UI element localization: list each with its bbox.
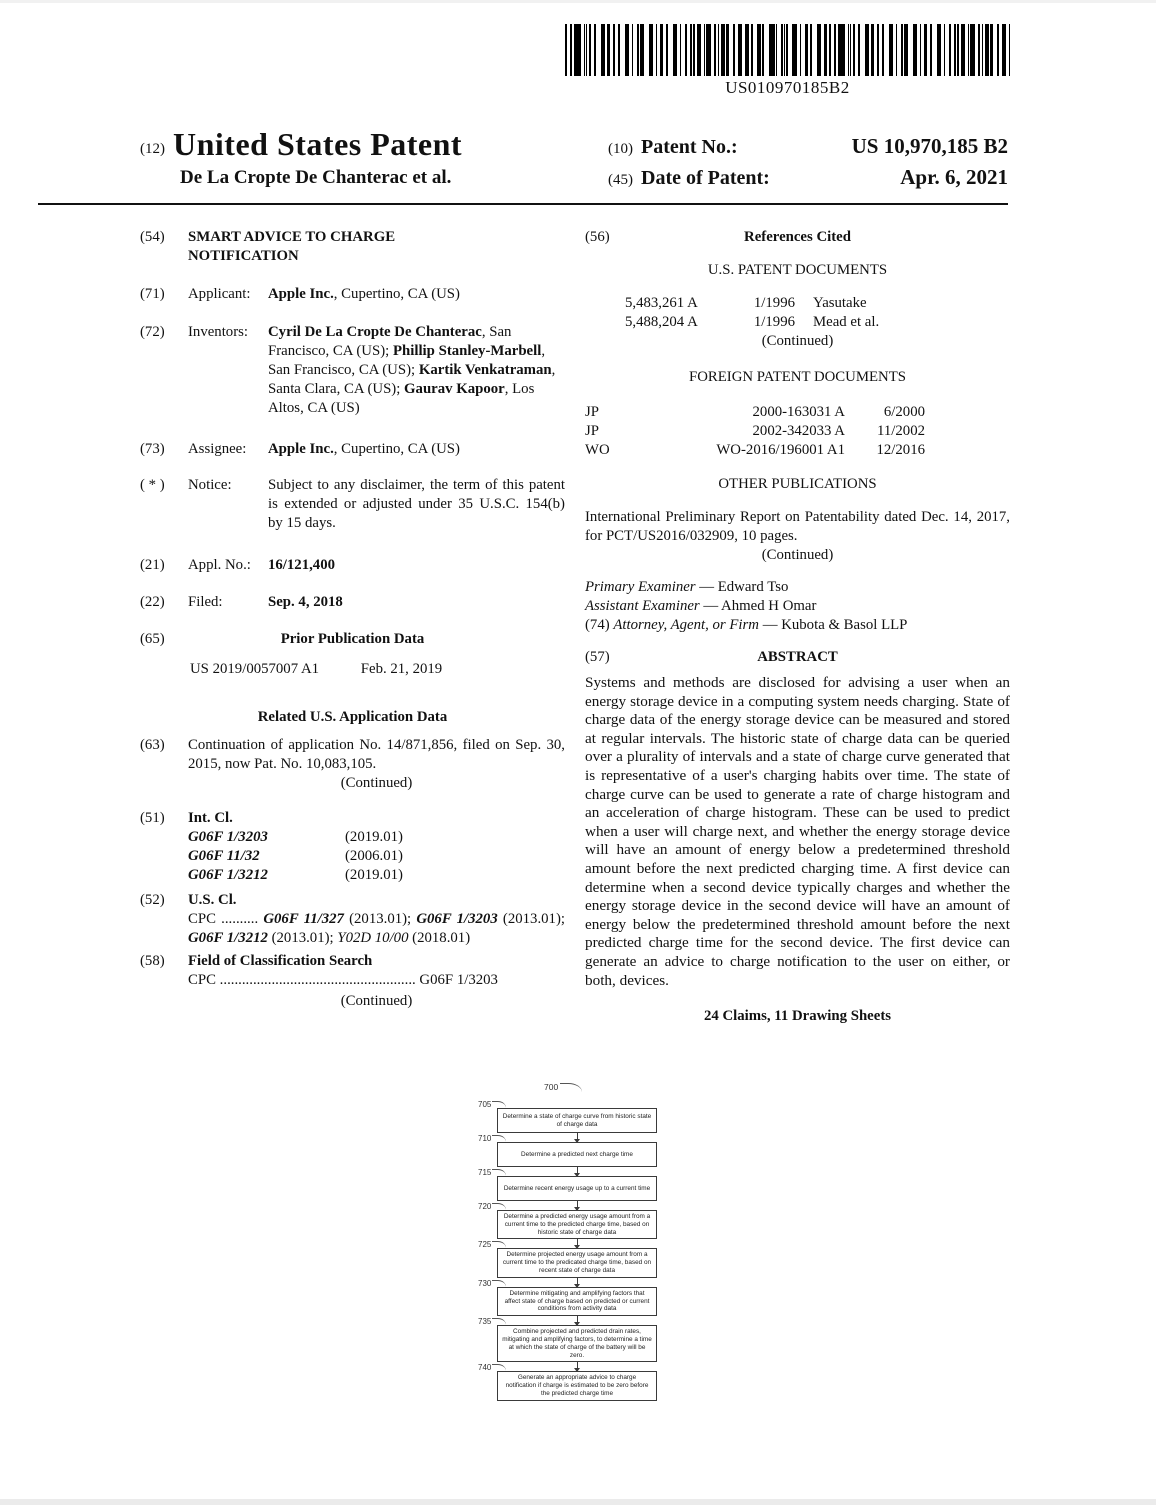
flowchart-step [478, 1134, 657, 1167]
flowchart-step [478, 1168, 657, 1201]
prior-publication-heading-row [140, 630, 565, 649]
step-box: Determine a predicted energy usage amount from a current time to the predicted charge time, based on historic state of charge data [497, 1210, 657, 1239]
continued-note: (Continued) [761, 333, 834, 349]
field-tag: (56) [585, 229, 610, 245]
leader-line [492, 1101, 506, 1108]
related-appl-heading: Related U.S. Application Data [257, 709, 448, 725]
cpc-version: (2013.01); [343, 911, 417, 927]
patent-ref-number: 5,483,261 A [625, 295, 698, 311]
field-tag: (65) [140, 631, 165, 647]
prior-publication-row [140, 660, 565, 679]
flowchart-step [478, 1202, 657, 1239]
applicant-location: , Cupertino, CA (US) [333, 286, 460, 302]
step-label [478, 1202, 506, 1211]
foreign-ref-date: 11/2002 [877, 423, 925, 439]
cpc-classification [140, 910, 565, 948]
field-51-int-cl [140, 809, 565, 885]
document-kind-title: United States Patent [173, 126, 463, 162]
foreign-ref-date: 6/2000 [883, 404, 925, 420]
header-divider [38, 203, 1008, 205]
left-column [140, 222, 565, 1011]
attorney-label: Attorney, Agent, or Firm [613, 617, 759, 633]
class-version: (2019.01) [345, 867, 403, 883]
figure-root-label [544, 1082, 704, 1096]
patent-ref-date: 1/1996 [753, 314, 795, 330]
field-54-title [140, 228, 565, 266]
step-number: 715 [478, 1168, 492, 1177]
primary-examiner-name: — Edward Tso [695, 579, 789, 595]
down-arrow-icon [577, 1167, 578, 1176]
field-tag: (63) [140, 737, 165, 753]
publication-date: Feb. 21, 2019 [360, 661, 443, 677]
abstract-heading: ABSTRACT [757, 649, 838, 665]
notice-text: Subject to any disclaimer, the term of this patent is extended or adjusted under 35 U.S.C. 154(b) by 15 days. [268, 477, 565, 531]
step-box: Determine a state of charge curve from historic state of charge data [497, 1108, 657, 1133]
barcode-number: US010970185B2 [725, 78, 850, 97]
title-line1: SMART ADVICE TO CHARGE [188, 229, 396, 245]
field-52-us-cl [140, 891, 565, 948]
step-box: Determine projected energy usage amount from a current time to the predicated charge time, based on recent state of charge data [497, 1248, 657, 1277]
int-cl-row [140, 866, 565, 885]
references-cited-heading: References Cited [744, 229, 851, 245]
patent-ref-name: Yasutake [813, 295, 867, 311]
down-arrow-icon [577, 1201, 578, 1210]
cpc-version: (2013.01); [497, 911, 565, 927]
notice-label: Notice: [188, 477, 232, 493]
field-search-label: Field of Classification Search [188, 953, 373, 969]
inventor-location: , Santa Clara, CA (US); [268, 362, 556, 397]
cpc-code: G06F 1/3203 [416, 911, 498, 927]
step-box: Combine projected and predicted drain rates, mitigating and amplifying factors, to determine a time at which the state of charge of the battery will be zero. [497, 1325, 657, 1362]
patent-ref-name: Mead et al. [813, 314, 880, 330]
cpc-code: G06F 1/3212 [188, 930, 268, 946]
appl-no-value: 16/121,400 [268, 557, 335, 573]
assistant-examiner-name: — Ahmed H Omar [699, 598, 817, 614]
table-row [585, 441, 1010, 460]
flowchart-step [478, 1278, 657, 1316]
us-cl-label: U.S. Cl. [188, 892, 237, 908]
leader-line [560, 1083, 582, 1092]
filed-label: Filed: [188, 594, 223, 610]
class-version: (2019.01) [345, 829, 403, 845]
other-publications-heading: OTHER PUBLICATIONS [718, 476, 877, 492]
inventor-name: Cyril De La Cropte De Chanterac [268, 324, 482, 340]
header-right [608, 134, 1008, 196]
patent-ref-number: 5,488,204 A [625, 314, 698, 330]
field-tag: (21) [140, 557, 165, 573]
flowchart-step [478, 1317, 657, 1362]
search-cpc-line: CPC ..................................................... G06F 1/3203 [188, 972, 498, 988]
inventor-name: Phillip Stanley-Marbell [392, 343, 542, 359]
us-patent-documents-table [585, 294, 1010, 351]
appl-no-label: Appl. No.: [188, 557, 251, 573]
cpc-version: (2013.01); [267, 930, 338, 946]
primary-examiner-label: Primary Examiner [585, 579, 696, 595]
us-patent-documents-heading: U.S. PATENT DOCUMENTS [707, 262, 888, 278]
cpc-lead: CPC .......... [188, 911, 264, 927]
country-code: WO [585, 442, 610, 458]
field-tag: (58) [140, 953, 165, 969]
figure-number: 700 [544, 1082, 559, 1092]
step-label [478, 1240, 506, 1249]
date-of-patent-label: Date of Patent: [641, 167, 770, 189]
table-row [585, 313, 1010, 332]
field-73-assignee [140, 440, 565, 459]
step-label [478, 1168, 506, 1177]
down-arrow-icon [577, 1316, 578, 1325]
field-tag: (22) [140, 594, 165, 610]
country-code: JP [585, 404, 599, 420]
primary-examiner-line [585, 578, 1010, 597]
title-line2: NOTIFICATION [188, 248, 299, 264]
down-arrow-icon [577, 1133, 578, 1142]
cpc-code: G06F 11/327 [263, 911, 344, 927]
assignee-value [268, 440, 565, 459]
continued-note: (Continued) [340, 775, 413, 791]
leader-line [492, 1203, 506, 1210]
barcode-block [565, 24, 1010, 98]
step-label [478, 1279, 506, 1288]
field-tag: (54) [140, 229, 165, 245]
page-bottom-edge [0, 1499, 1156, 1505]
patent-ref-date: 1/1996 [753, 295, 795, 311]
cpc-code: Y02D 10/00 [337, 930, 409, 946]
country-code: JP [585, 423, 599, 439]
field-tag: (72) [140, 324, 165, 340]
applicant-name: Apple Inc. [268, 286, 334, 302]
step-box: Determine recent energy usage up to a current time [497, 1176, 657, 1201]
step-number: 725 [478, 1240, 492, 1250]
field-22-filed [140, 593, 565, 612]
field-tag-12: (12) [140, 141, 165, 157]
step-label [478, 1363, 506, 1372]
assistant-examiner-line [585, 597, 1010, 616]
assistant-examiner-label: Assistant Examiner [585, 598, 700, 614]
flowchart-step [478, 1100, 657, 1133]
claims-drawing-sheets-line: 24 Claims, 11 Drawing Sheets [703, 1008, 892, 1025]
field-tag: (57) [585, 649, 610, 665]
step-box: Determine a predicted next charge time [497, 1142, 657, 1167]
class-code: G06F 1/3212 [188, 867, 268, 883]
attorney-name: — Kubota & Basol LLP [759, 617, 908, 633]
assignee-label: Assignee: [188, 441, 247, 457]
field-tag: (52) [140, 892, 165, 908]
cpc-version: (2018.01) [408, 930, 471, 946]
foreign-ref-number: 2000-163031 A [752, 404, 845, 420]
field-57-abstract [585, 648, 1010, 667]
field-tag: (71) [140, 286, 165, 302]
applicant-value [268, 285, 565, 304]
leader-line [492, 1280, 506, 1287]
date-of-patent: Apr. 6, 2021 [900, 165, 1008, 189]
leader-line [492, 1135, 506, 1142]
leader-line [492, 1318, 506, 1325]
step-label [478, 1317, 506, 1326]
patent-no-label: Patent No.: [641, 136, 738, 158]
leader-line [492, 1364, 506, 1371]
figure-flowchart [478, 1082, 657, 1401]
continued-note: (Continued) [340, 993, 413, 1009]
int-cl-row [140, 847, 565, 866]
abstract-text: Systems and methods are disclosed for advising a user when an energy storage device in a computing system needs charging. State of charge data of the energy storage device can be measured and stored at regular intervals. The historic state of charge data can be queried over a plurality of intervals and a state of charge curve generated that is representative of a user's charging habits over time. The state of charge curve can be used to generate a rate of charge histogram and an acceleration of charge histogram. These can be used to predict when a user will charge next, and whether the energy storage device will have an amount of energy below a predetermined threshold amount before the next predicted charging time. A first device can determine when a second device typically charges and whether the energy storage device in the second device will have an amount of energy below the predetermined threshold amount before the next predicted charge time for the second device. The first device can generate an advice to charge notification to the user on either, or both, devices. [585, 674, 1010, 989]
header-left [140, 126, 462, 189]
inventor-name: Gaurav Kapoor [404, 381, 505, 397]
field-58-classification-search [140, 952, 565, 1011]
int-cl-label: Int. Cl. [188, 810, 233, 826]
inventor-name: Kartik Venkatraman [418, 362, 552, 378]
int-cl-row [140, 828, 565, 847]
foreign-patent-documents-heading: FOREIGN PATENT DOCUMENTS [688, 369, 907, 385]
class-code: G06F 11/32 [188, 848, 260, 864]
step-box: Generate an appropriate advice to charge notification if charge is estimated to be zero before the predicted charge time [497, 1371, 657, 1400]
field-71-applicant [140, 285, 565, 304]
field-notice [140, 476, 565, 533]
barcode-image [565, 24, 1010, 76]
step-number: 720 [478, 1202, 492, 1211]
right-column [585, 222, 1010, 1026]
field-tag-45: (45) [608, 172, 633, 188]
attorney-line [585, 616, 1010, 635]
invention-title [188, 228, 565, 266]
foreign-patent-documents-table [585, 403, 1010, 460]
field-tag-10: (10) [608, 141, 633, 157]
step-number: 740 [478, 1363, 492, 1373]
page-top-edge [0, 0, 1156, 3]
other-publications-text: International Preliminary Report on Patentability dated Dec. 14, 2017, for PCT/US2016/032909, 10 pages. [585, 509, 1010, 544]
field-tag: ( * ) [140, 477, 165, 493]
field-tag: (51) [140, 810, 165, 826]
inventor-location: , San Francisco, CA (US); [268, 324, 512, 359]
foreign-ref-number: 2002-342033 A [752, 423, 845, 439]
foreign-ref-number: WO-2016/196001 A1 [716, 442, 845, 458]
continuation-text: Continuation of application No. 14/871,856, filed on Sep. 30, 2015, now Pat. No. 10,083,105. [188, 737, 565, 772]
step-number: 710 [478, 1134, 492, 1143]
foreign-ref-date: 12/2016 [876, 442, 925, 458]
flowchart-step [478, 1240, 657, 1277]
field-65-prior-publication [140, 630, 565, 679]
publication-number: US 2019/0057007 A1 [190, 661, 320, 677]
step-box: Determine mitigating and amplifying factors that affect state of charge based on predicted or current conditions from activity data [497, 1287, 657, 1316]
inventor-location: , San Francisco, CA (US); [268, 343, 546, 378]
step-label [478, 1100, 506, 1109]
inventor-location: , Los Altos, CA (US) [268, 381, 535, 416]
down-arrow-icon [577, 1239, 578, 1248]
field-tag: (73) [140, 441, 165, 457]
step-number: 705 [478, 1100, 492, 1109]
flowchart-step [478, 1363, 657, 1400]
leader-line [492, 1241, 506, 1248]
table-row [585, 422, 1010, 441]
inventor-short-name: De La Cropte De Chanterac et al. [180, 167, 452, 188]
patent-number: US 10,970,185 B2 [851, 134, 1008, 158]
applicant-label: Applicant: [188, 286, 251, 302]
assignee-name: Apple Inc. [268, 441, 334, 457]
class-code: G06F 1/3203 [188, 829, 268, 845]
step-number: 730 [478, 1278, 492, 1288]
down-arrow-icon [577, 1278, 578, 1287]
inventors-label: Inventors: [188, 324, 248, 340]
step-number: 735 [478, 1317, 492, 1327]
assignee-location: , Cupertino, CA (US) [333, 441, 460, 457]
continued-note: (Continued) [761, 547, 834, 563]
field-tag-74: (74) [585, 617, 614, 633]
table-row [585, 294, 1010, 313]
leader-line [492, 1169, 506, 1176]
field-56-references [585, 228, 1010, 247]
class-version: (2006.01) [345, 848, 403, 864]
down-arrow-icon [577, 1362, 578, 1371]
examiners-block [585, 578, 1010, 635]
field-21-appl-no [140, 556, 565, 575]
table-row [585, 403, 1010, 422]
field-72-inventors [140, 323, 565, 418]
field-63-continuation [140, 736, 565, 793]
filed-date: Sep. 4, 2018 [268, 594, 343, 610]
step-label [478, 1134, 506, 1143]
inventors-value [268, 323, 565, 418]
prior-publication-heading: Prior Publication Data [280, 631, 425, 647]
